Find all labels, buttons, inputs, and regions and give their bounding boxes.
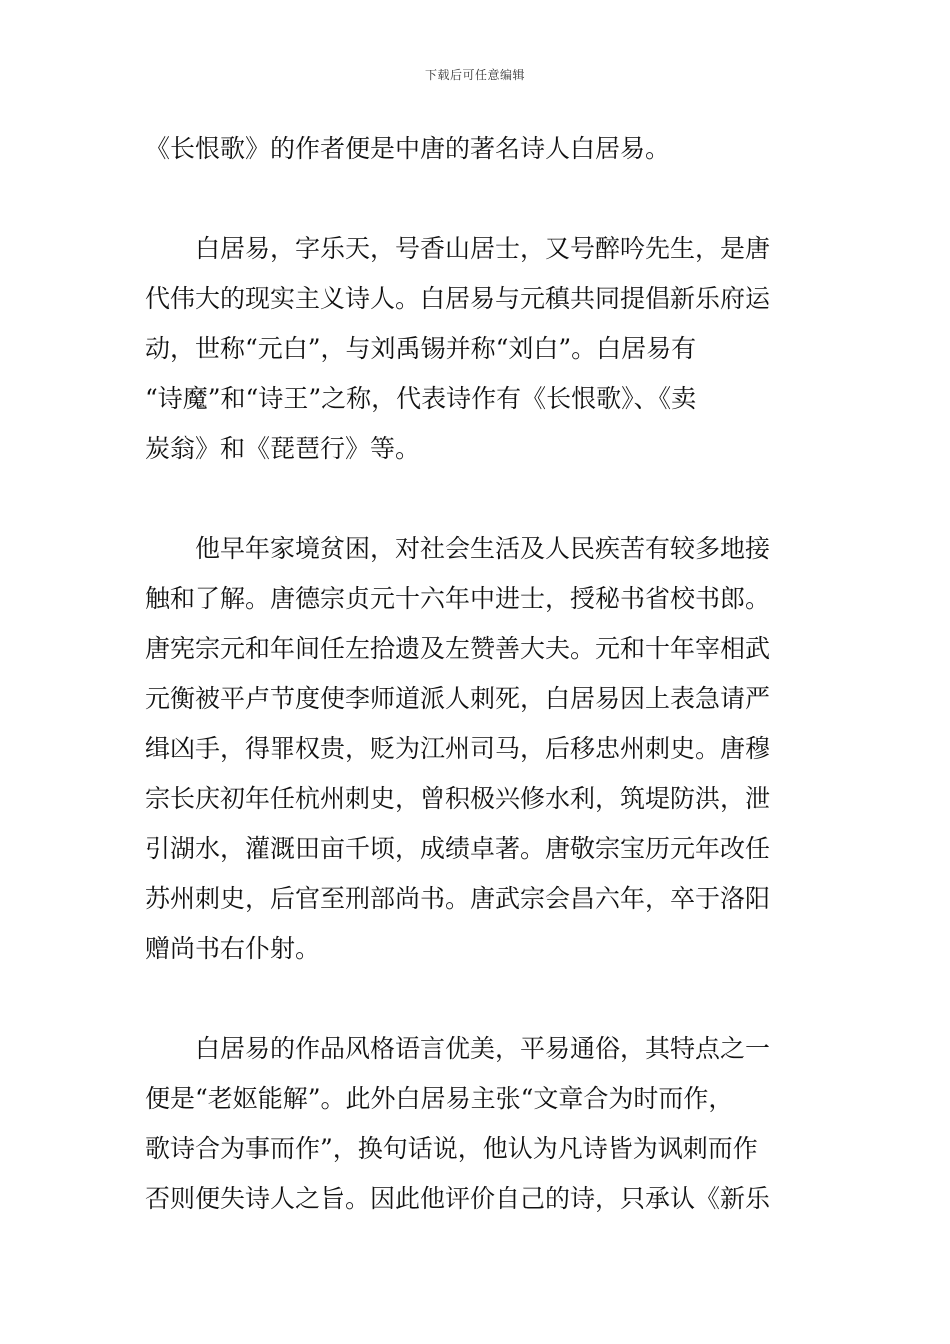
text-line: 炭翁》和《琵琶行》等。 [145, 434, 421, 463]
text-line: 白居易，字乐天，号香山居士，又号醉吟先生，是唐 [145, 234, 771, 263]
text-line: 引湖水，灌溉田亩千顷，成绩卓著。唐敬宗宝历元年改任 [145, 834, 771, 863]
text-line: 代伟大的现实主义诗人。白居易与元稹共同提倡新乐府运 [145, 284, 771, 313]
paragraph [145, 524, 810, 974]
text-line: 唐宪宗元和年间任左拾遗及左赞善大夫。元和十年宰相武 [145, 634, 771, 663]
text-line: 宗长庆初年任杭州刺史，曾积极兴修水利，筑堤防洪，泄 [145, 784, 771, 813]
text-line: 触和了解。唐德宗贞元十六年中进士，授秘书省校书郎。 [145, 584, 771, 613]
paragraph [145, 1024, 810, 1224]
text-line: “诗魔”和“诗王”之称，代表诗作有《长恨歌》、《卖 [145, 384, 697, 413]
paragraph-spacer [145, 174, 810, 224]
paragraph [145, 224, 810, 474]
text-line: 白居易的作品风格语言优美，平易通俗，其特点之一 [145, 1034, 771, 1063]
paragraph [145, 124, 810, 174]
text-line: 《长恨歌》的作者便是中唐的著名诗人白居易。 [145, 134, 671, 163]
text-line: 他早年家境贫困，对社会生活及人民疾苦有较多地接 [145, 534, 771, 563]
text-line: 元衡被平卢节度使李师道派人刺死，白居易因上表急请严 [145, 684, 771, 713]
text-line: 缉凶手，得罪权贵，贬为江州司马，后移忠州刺史。唐穆 [145, 734, 771, 763]
paragraph-spacer [145, 474, 810, 524]
text-line: 否则便失诗人之旨。因此他评价自己的诗，只承认《新乐 [145, 1184, 771, 1213]
text-line: 便是“老妪能解”。此外白居易主张“文章合为时而作， [145, 1084, 734, 1113]
page-header: 下载后可任意编辑 [424, 68, 525, 82]
text-line: 歌诗合为事而作”，换句话说，他认为凡诗皆为讽刺而作 [145, 1134, 758, 1163]
document-body [145, 124, 810, 1224]
text-line: 赠尚书右仆射。 [145, 934, 321, 963]
text-line: 苏州刺史，后官至刑部尚书。唐武宗会昌六年，卒于洛阳 [145, 884, 771, 913]
text-line: 动，世称“元白”，与刘禹锡并称“刘白”。白居易有 [145, 334, 697, 363]
paragraph-spacer [145, 974, 810, 1024]
